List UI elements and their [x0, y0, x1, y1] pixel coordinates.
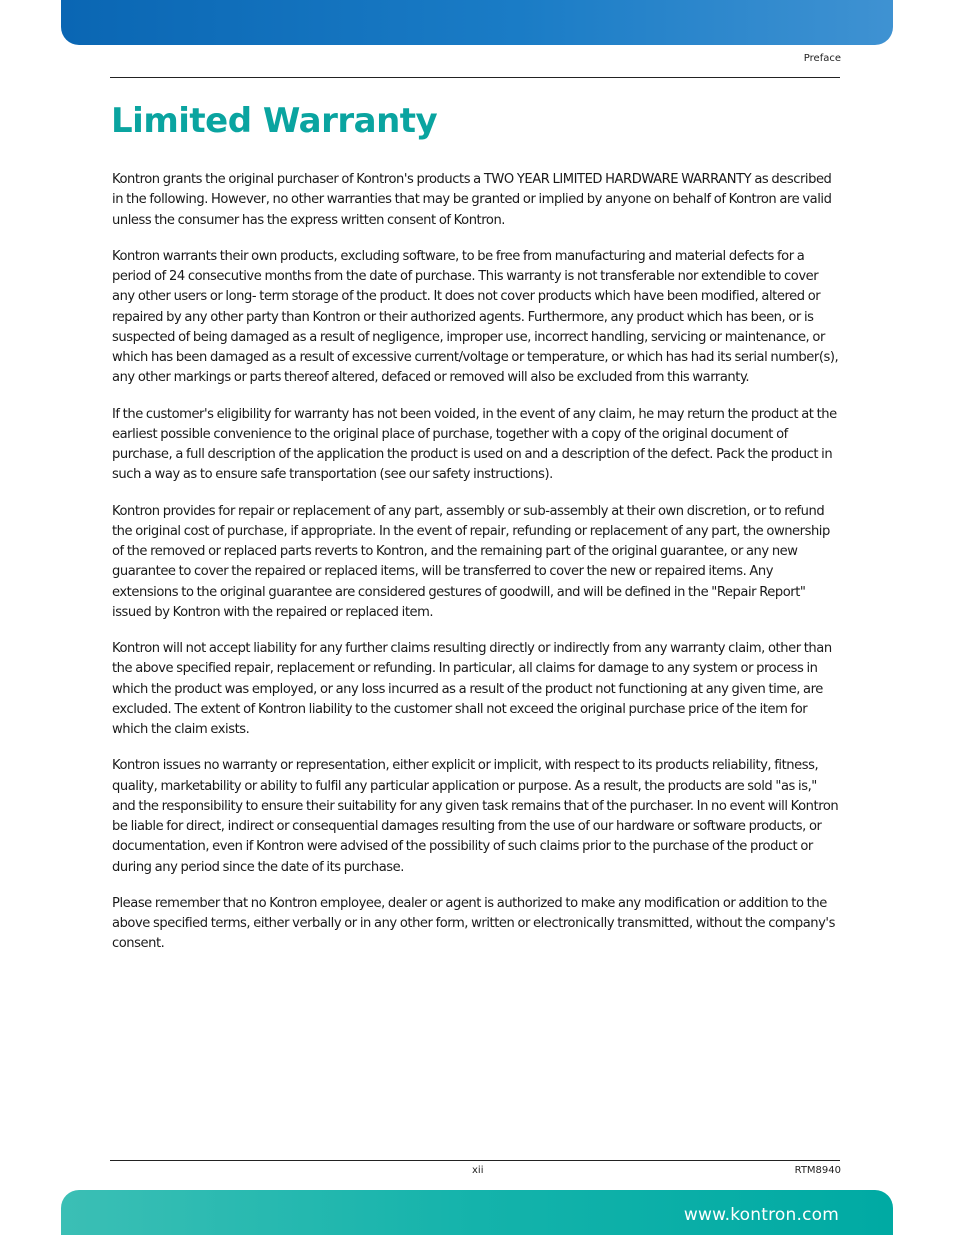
warranty-body — [112, 170, 842, 971]
paragraph-authorization: Please remember that no Kontron employee, dealer or agent is authorized to make any modification or addition to the above specified terms, either verbally or in any other form, written or electronically transmitted, without the company's consent. — [112, 895, 835, 952]
section-label: Preface — [803, 53, 841, 64]
paragraph-disclaimer: Kontron issues no warranty or representation, either explicit or implicit, with respect to its products reliability, fitness, quality, marketability or ability to fulfil any particular application or purpose. As a result, the products are sold "as is," and the responsibility to ensure their suitability for any given task remains that of the purchaser. In no event will Kontron be liable for direct, indirect or consequential damages resulting from the use of our hardware or software products, or documentation, even if Kontron were advised of the possibility of such claims prior to the purchase of the product or during any period since the date of its purchase. — [112, 758, 839, 875]
document-id: RTM8940 — [794, 1165, 841, 1176]
paragraph-repair-replacement: Kontron provides for repair or replacement of any part, assembly or sub-assembly at their own discretion, or to refund the original cost of purchase, if appropriate. In the event of repair, refunding or replacement of any part, the ownership of the removed or replaced parts reverts to Kontron, and the remaining part of the original guarantee, or any new guarantee to cover the repaired or replaced items, will be transferred to cover the new or repaired items. Any extensions to the original guarantee are considered gestures of goodwill, and will be defined in the "Repair Report" issued by Kontron with the repaired or replaced item. — [112, 503, 830, 620]
footer-band — [61, 1190, 893, 1235]
paragraph-warranty-grant: Kontron grants the original purchaser of Kontron's products a TWO YEAR LIMITED HARDWARE WARRANTY as described in the following. However, no other warranties that may be granted or implied by anyone on behalf of Kontron are valid unless the consumer has the express written consent of Kontron. — [112, 172, 832, 228]
header-band — [61, 0, 893, 45]
page-number: xii — [472, 1165, 484, 1176]
paragraph-warranty-coverage: Kontron warrants their own products, excluding software, to be free from manufacturing and material defects for a period of 24 consecutive months from the date of purchase. This warranty is not transferable nor extendible to cover any other users or long- term storage of the product. It does not cover products which have been modified, altered or repaired by any other party than Kontron or their authorized agents. Furthermore, any product which has been, or is suspected of being damaged as a result of negligence, improper use, incorrect handling, servicing or maintenance, or which has been damaged as a result of excessive current/voltage or temperature, or which has had its serial number(s), any other markings or parts thereof altered, defaced or removed will also be excluded from this warranty. — [112, 248, 839, 386]
page-title: Limited Warranty — [111, 101, 438, 141]
header-divider — [110, 77, 840, 78]
paragraph-claim-procedure: If the customer's eligibility for warranty has not been voided, in the event of any claim, he may return the product at the earliest possible convenience to the original place of purchase, together with a copy of the original document of purchase, a full description of the application the product is used on and a description of the defect. Pack the product in such a way as to ensure safe transportation (see our safety instructions). — [112, 406, 837, 483]
website-link[interactable]: www.kontron.com — [683, 1205, 839, 1225]
footer-divider — [110, 1160, 840, 1161]
paragraph-liability-limits: Kontron will not accept liability for any further claims resulting directly or indirectly from any warranty claim, other than the above specified repair, replacement or refunding. In particular, all claims for damage to any system or process in which the product was employed, or any loss incurred as a result of the product not functioning at any given time, are excluded. The extent of Kontron liability to the customer shall not exceed the original purchase price of the item for which the claim exists. — [112, 641, 832, 737]
